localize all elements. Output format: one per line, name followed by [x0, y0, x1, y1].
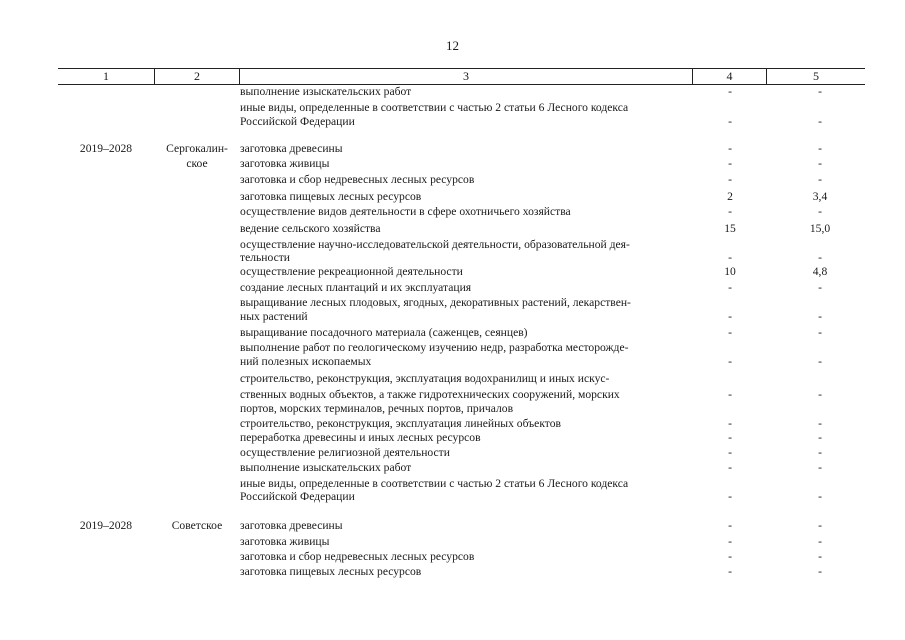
- table-row: [0, 519, 905, 535]
- activity-cell: выращивание посадочного материала (саженцев, сеянцев): [240, 326, 528, 339]
- col5-value: -: [818, 519, 822, 532]
- activity-cell: заготовка живицы: [240, 535, 330, 548]
- col4-value: -: [728, 490, 732, 503]
- col5-value: -: [818, 490, 822, 503]
- activity-cell: заготовка пищевых лесных ресурсов: [240, 565, 422, 578]
- table-header: [58, 68, 865, 85]
- table-row: [0, 310, 905, 326]
- col4-value: -: [728, 388, 732, 401]
- col4-value: -: [728, 417, 732, 430]
- col4-value: -: [728, 281, 732, 294]
- table-row: [0, 402, 905, 418]
- activity-cell: осуществление религиозной деятельности: [240, 446, 450, 459]
- col5-value: -: [818, 310, 822, 323]
- col5-value: -: [818, 85, 822, 98]
- table-row: [0, 281, 905, 297]
- col4-value: -: [728, 157, 732, 170]
- col5-value: -: [818, 565, 822, 578]
- activity-cell: выполнение работ по геологическому изучению недр, разработка месторожде-: [240, 341, 629, 354]
- table-row: [0, 157, 905, 173]
- col5-value: -: [818, 461, 822, 474]
- col5-value: -: [818, 535, 822, 548]
- table-row: [0, 85, 905, 101]
- table-row: [0, 355, 905, 371]
- table-row: [0, 173, 905, 189]
- col5-value: -: [818, 417, 822, 430]
- activity-cell: иные виды, определенные в соответствии с частью 2 статьи 6 Лесного кодекса: [240, 101, 629, 114]
- activity-cell: создание лесных плантаций и их эксплуатация: [240, 281, 472, 294]
- col4-value: -: [728, 85, 732, 98]
- col5-value: -: [818, 142, 822, 155]
- activity-cell: заготовка древесины: [240, 519, 343, 532]
- col4-value: -: [728, 142, 732, 155]
- header-col-2: 2: [194, 69, 200, 83]
- activity-cell: переработка древесины и иных лесных ресурсов: [240, 431, 481, 444]
- activity-cell: выполнение изыскательских работ: [240, 85, 412, 98]
- col4-value: -: [728, 326, 732, 339]
- table-row: [0, 190, 905, 206]
- activity-cell: тельности: [240, 251, 290, 264]
- col4-value: -: [728, 565, 732, 578]
- forestry-cell: Советское: [171, 519, 223, 532]
- table-row: [0, 535, 905, 551]
- col5-value: -: [818, 251, 822, 264]
- col5-value: -: [818, 157, 822, 170]
- table-row: [0, 205, 905, 221]
- page-number: 12: [446, 38, 459, 53]
- table-row: [0, 372, 905, 388]
- col4-value: 2: [727, 190, 733, 203]
- col4-value: -: [728, 355, 732, 368]
- activity-cell: строительство, реконструкция, эксплуатация линейных объектов: [240, 417, 561, 430]
- table-row: [0, 431, 905, 447]
- col5-value: -: [818, 205, 822, 218]
- col5-value: -: [818, 550, 822, 563]
- table-row: [0, 446, 905, 462]
- activity-cell: Российской Федерации: [240, 490, 355, 503]
- col4-value: -: [728, 535, 732, 548]
- period-cell: 2019–2028: [79, 142, 133, 155]
- activity-cell: портов, морских терминалов, речных портов, причалов: [240, 402, 514, 415]
- col4-value: 10: [724, 265, 736, 278]
- col4-value: 15: [724, 222, 736, 235]
- col5-value: 3,4: [812, 190, 828, 203]
- activity-cell: заготовка пищевых лесных ресурсов: [240, 190, 422, 203]
- table-row: [0, 222, 905, 238]
- col4-value: -: [728, 310, 732, 323]
- col5-value: -: [818, 355, 822, 368]
- col5-value: -: [818, 326, 822, 339]
- activity-cell: иные виды, определенные в соответствии с частью 2 статьи 6 Лесного кодекса: [240, 477, 629, 490]
- col5-value: -: [818, 446, 822, 459]
- activity-cell: заготовка древесины: [240, 142, 343, 155]
- header-col-3: 3: [463, 69, 469, 83]
- col5-value: -: [818, 281, 822, 294]
- col4-value: -: [728, 205, 732, 218]
- activity-cell: ний полезных ископаемых: [240, 355, 372, 368]
- activity-cell: выращивание лесных плодовых, ягодных, декоративных растений, лекарствен-: [240, 296, 631, 309]
- activity-cell: ных растений: [240, 310, 308, 323]
- activity-cell: Российской Федерации: [240, 115, 355, 128]
- activity-cell: осуществление рекреационной деятельности: [240, 265, 463, 278]
- header-col-4: 4: [726, 69, 733, 83]
- activity-cell: ведение сельского хозяйства: [240, 222, 381, 235]
- forestry-cell: Сергокалин-: [166, 142, 228, 155]
- table-row: [0, 265, 905, 281]
- table-row: [0, 550, 905, 566]
- table-row: [0, 565, 905, 581]
- col4-value: -: [728, 431, 732, 444]
- activity-cell: осуществление научно-исследовательской деятельности, образовательной дея-: [240, 238, 630, 251]
- header-col-1: 1: [103, 69, 109, 83]
- table-row: [0, 142, 905, 158]
- table-row: [0, 115, 905, 131]
- col5-value: 15,0: [809, 222, 831, 235]
- col4-value: -: [728, 446, 732, 459]
- col5-value: -: [818, 115, 822, 128]
- col5-value: -: [818, 431, 822, 444]
- col5-value: -: [818, 388, 822, 401]
- activity-cell: строительство, реконструкция, эксплуатация водохранилищ и иных искус-: [240, 372, 610, 385]
- col4-value: -: [728, 461, 732, 474]
- header-col-5: 5: [813, 69, 819, 83]
- col4-value: -: [728, 173, 732, 186]
- table-row: [0, 326, 905, 342]
- table-row: [0, 461, 905, 477]
- activity-cell: осуществление видов деятельности в сфере охотничьего хозяйства: [240, 205, 571, 218]
- col5-value: -: [818, 173, 822, 186]
- activity-cell: заготовка живицы: [240, 157, 330, 170]
- activity-cell: заготовка и сбор недревесных лесных ресурсов: [240, 550, 475, 563]
- period-cell: 2019–2028: [79, 519, 133, 532]
- activity-cell: ственных водных объектов, а также гидротехнических сооружений, морских: [240, 388, 620, 401]
- col4-value: -: [728, 115, 732, 128]
- forestry-cell: ское: [186, 157, 208, 170]
- col4-value: -: [728, 550, 732, 563]
- col5-value: 4,8: [812, 265, 828, 278]
- activity-cell: выполнение изыскательских работ: [240, 461, 412, 474]
- table-row: [0, 490, 905, 506]
- col4-value: -: [728, 519, 732, 532]
- activity-cell: заготовка и сбор недревесных лесных ресурсов: [240, 173, 475, 186]
- col4-value: -: [728, 251, 732, 264]
